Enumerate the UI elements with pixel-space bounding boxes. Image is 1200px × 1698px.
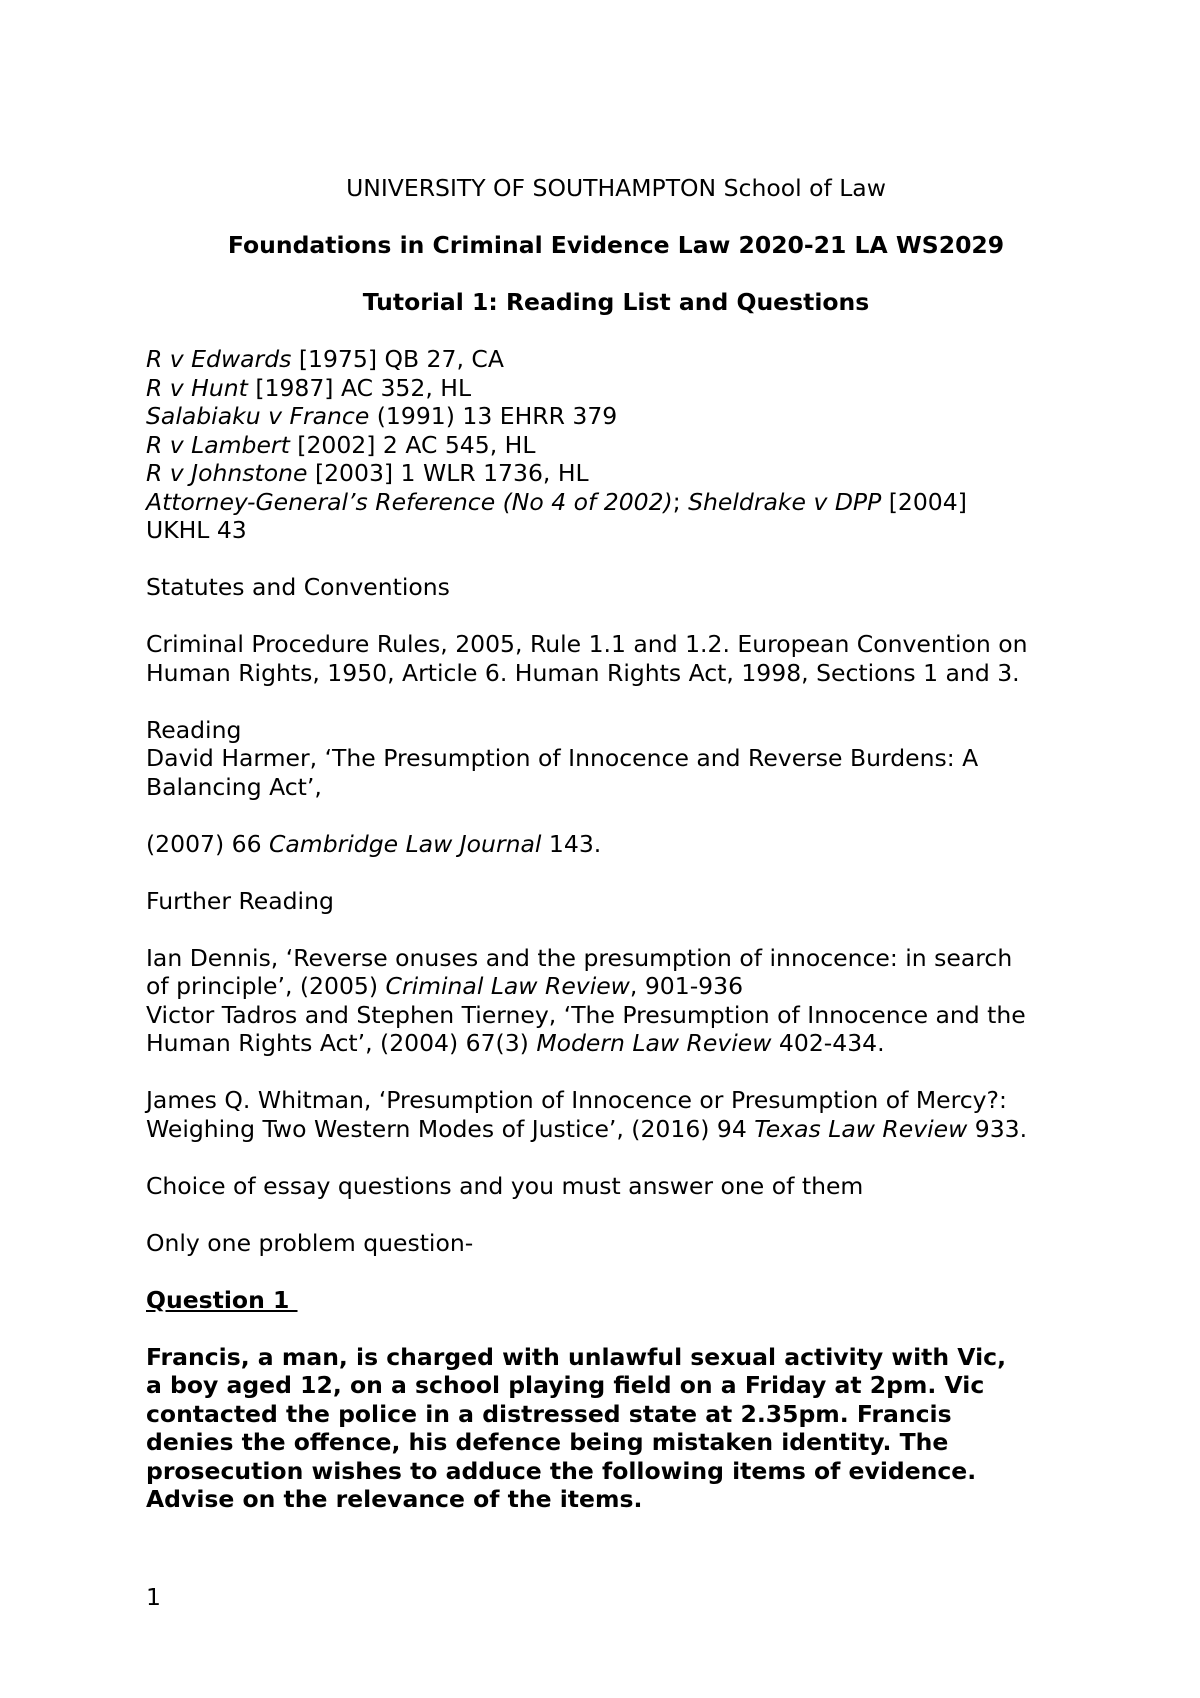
document-body bbox=[146, 174, 1086, 1514]
question-line: denies the offence, his defence being mistaken identity. The bbox=[146, 1428, 949, 1456]
case-name: R v Hunt bbox=[146, 373, 248, 402]
case-separator: ; bbox=[672, 487, 689, 516]
statutes-heading: Statutes and Conventions bbox=[146, 573, 450, 601]
question-line: a boy aged 12, on a school playing field on a Friday at 2pm. Vic bbox=[146, 1371, 985, 1399]
statutes-text bbox=[146, 630, 1086, 687]
case-name: R v Johnstone bbox=[146, 459, 308, 487]
reference-line: James Q. Whitman, ‘Presumption of Innocence or Presumption of Mercy?: bbox=[146, 1086, 1007, 1114]
reading-heading: Reading bbox=[146, 715, 242, 744]
citation-suffix: , 901-936 bbox=[629, 972, 744, 1000]
citation-suffix: 402-434. bbox=[771, 1029, 885, 1057]
case-item bbox=[146, 345, 1086, 374]
journal-name: Criminal Law Review bbox=[385, 972, 630, 1000]
question-line: contacted the police in a distressed state at 2.35pm. Francis bbox=[146, 1399, 952, 1428]
case-name: R v Lambert bbox=[146, 430, 290, 459]
statutes-line: Criminal Procedure Rules, 2005, Rule 1.1 and 1.2. European Convention on bbox=[146, 630, 1028, 658]
further-reading-heading: Further Reading bbox=[146, 886, 334, 915]
citation-prefix: Weighing Two Western Modes of Justice’, (2016) 94 bbox=[146, 1114, 755, 1143]
citation-prefix: of principle’, (2005) bbox=[146, 972, 386, 1000]
reading-section bbox=[146, 716, 1086, 802]
question-line: Francis, a man, is charged with unlawful sexual activity with Vic, bbox=[146, 1342, 1006, 1371]
reference-line bbox=[146, 972, 1086, 1001]
question-text bbox=[146, 1343, 1086, 1514]
case-name: Sheldrake v DPP bbox=[688, 487, 882, 516]
citation-suffix: 143. bbox=[541, 829, 602, 858]
case-citation: [2002] 2 AC 545, HL bbox=[289, 430, 536, 459]
institution-heading: UNIVERSITY OF SOUTHAMPTON School of Law bbox=[346, 174, 886, 202]
case-item bbox=[146, 459, 1086, 488]
case-name: R v Edwards bbox=[146, 345, 292, 373]
case-citation: [1975] QB 27, CA bbox=[291, 345, 504, 373]
case-item bbox=[146, 431, 1086, 460]
page-number: 1 bbox=[146, 1583, 161, 1611]
citation-prefix: Human Rights Act’, (2004) 67(3) bbox=[146, 1029, 537, 1057]
reading-citation bbox=[146, 830, 1086, 859]
citation-prefix: (2007) 66 bbox=[146, 829, 269, 858]
case-name: Attorney-General’s Reference (No 4 of 2002) bbox=[146, 487, 673, 516]
case-citation: (1991) 13 EHRR 379 bbox=[369, 402, 618, 430]
tutorial-title: Tutorial 1: Reading List and Questions bbox=[362, 288, 870, 316]
journal-name: Modern Law Review bbox=[536, 1029, 772, 1057]
problem-note: Only one problem question- bbox=[146, 1228, 474, 1257]
case-citation-continued: UKHL 43 bbox=[146, 516, 247, 544]
reference-line: Ian Dennis, ‘Reverse onuses and the presumption of innocence: in search bbox=[146, 943, 1013, 972]
case-list bbox=[146, 345, 1086, 545]
further-reading-list bbox=[146, 944, 1086, 1058]
reading-line: Balancing Act’, bbox=[146, 772, 322, 801]
case-name: Salabiaku v France bbox=[146, 402, 370, 430]
essay-note: Choice of essay questions and you must answer one of them bbox=[146, 1171, 864, 1200]
journal-name: Texas Law Review bbox=[754, 1114, 968, 1143]
citation-suffix: 933. bbox=[967, 1114, 1028, 1143]
case-citation: [2004] bbox=[881, 487, 967, 516]
reference-line bbox=[146, 1029, 1086, 1058]
statutes-line: Human Rights, 1950, Article 6. Human Rights Act, 1998, Sections 1 and 3. bbox=[146, 658, 1020, 687]
journal-name: Cambridge Law Journal bbox=[269, 829, 542, 858]
question-line: prosecution wishes to adduce the following items of evidence. bbox=[146, 1456, 977, 1485]
reference-line: Victor Tadros and Stephen Tierney, ‘The Presumption of Innocence and the bbox=[146, 1000, 1026, 1029]
case-item bbox=[146, 402, 1086, 431]
further-reading-list bbox=[146, 1086, 1086, 1143]
reference-line bbox=[146, 1115, 1086, 1144]
case-item bbox=[146, 374, 1086, 403]
course-title: Foundations in Criminal Evidence Law 2020-21 LA WS2029 bbox=[227, 231, 1005, 259]
question-heading: Question 1 bbox=[146, 1285, 298, 1314]
reading-line: David Harmer, ‘The Presumption of Innocence and Reverse Burdens: A bbox=[146, 744, 979, 772]
case-citation: [2003] 1 WLR 1736, HL bbox=[307, 459, 589, 487]
question-line: Advise on the relevance of the items. bbox=[146, 1485, 643, 1513]
case-citation: [1987] AC 352, HL bbox=[247, 373, 472, 402]
case-item bbox=[146, 488, 1086, 517]
